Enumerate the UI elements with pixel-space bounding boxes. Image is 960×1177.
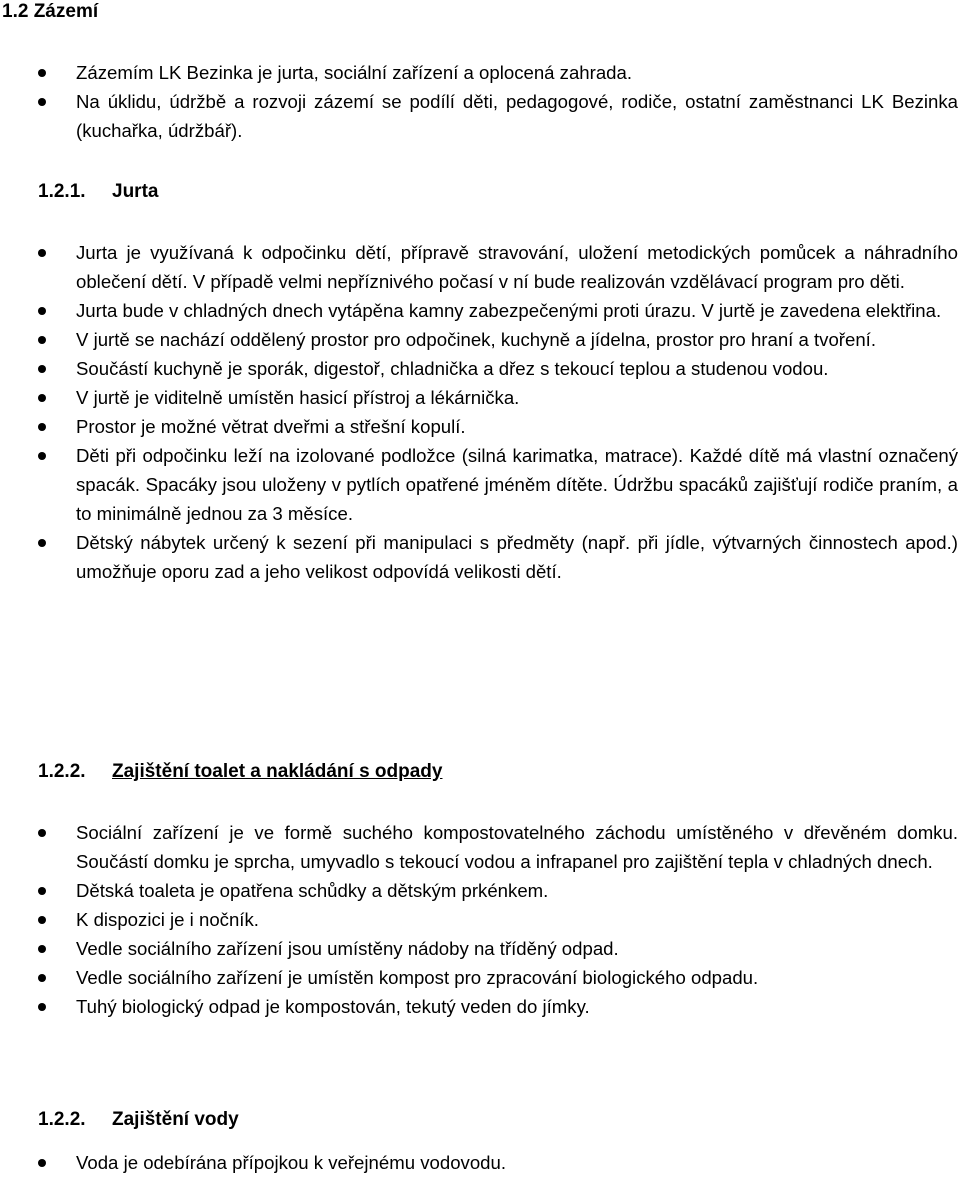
bullet-icon xyxy=(38,916,46,924)
subsection-number: 1.2.1. xyxy=(38,181,86,202)
bullet-icon xyxy=(38,365,46,373)
list-item: Prostor je možné větrat dveřmi a střešní kopulí. xyxy=(0,412,958,441)
list-item: Tuhý biologický odpad je kompostován, tekutý veden do jímky. xyxy=(0,992,958,1021)
bullet-icon xyxy=(38,1003,46,1011)
list-item: Děti při odpočinku leží na izolované podložce (silná karimatka, matrace). Každé dítě má vlastní označený spacák. Spacáky jsou uloženy v pytlích opatřené jméněm dítěte. Údržbu spacáků zajišťují rodiče praním, a to minimálně jednou za 3 měsíce. xyxy=(0,441,958,528)
subsection-title: Zajištění toalet a nakládání s odpady xyxy=(112,761,443,782)
section-title: Zázemí xyxy=(33,1,99,22)
bullet-icon xyxy=(38,829,46,837)
list-item: V jurtě je viditelně umístěn hasicí přístroj a lékárnička. xyxy=(0,383,958,412)
jurta-list xyxy=(0,238,958,586)
bullet-icon xyxy=(38,539,46,547)
section-number: 1.2 xyxy=(2,1,29,22)
subsection-heading-jurta xyxy=(38,180,158,204)
subsection-title: Zajištění vody xyxy=(112,1109,239,1130)
list-item: Zázemím LK Bezinka je jurta, sociální zařízení a oplocená zahrada. xyxy=(0,58,958,87)
list-item: Součástí kuchyně je sporák, digestoř, chladnička a dřez s tekoucí teplou a studenou vodou. xyxy=(0,354,958,383)
list-item: Dětský nábytek určený k sezení při manipulaci s předměty (např. při jídle, výtvarných činnostech apod.) umožňuje oporu zad a jeho velikost odpovídá velikosti dětí. xyxy=(0,528,958,586)
list-item: Dětská toaleta je opatřena schůdky a dětským prkénkem. xyxy=(0,876,958,905)
bullet-icon xyxy=(38,98,46,106)
section-heading-zazemi xyxy=(2,0,98,24)
subsection-title: Jurta xyxy=(112,181,159,202)
list-item: Jurta je využívaná k odpočinku dětí, přípravě stravování, uložení metodických pomůcek a náhradního oblečení dětí. V případě velmi nepříznivého počasí v ní bude realizován vzdělávací program pro děti. xyxy=(0,238,958,296)
bullet-icon xyxy=(38,307,46,315)
toalet-list xyxy=(0,818,958,1021)
bullet-icon xyxy=(38,423,46,431)
list-item: Jurta bude v chladných dnech vytápěna kamny zabezpečenými proti úrazu. V jurtě je zavedena elektřina. xyxy=(0,296,958,325)
subsection-number: 1.2.2. xyxy=(38,761,86,782)
subsection-number: 1.2.2. xyxy=(38,1109,86,1130)
bullet-icon xyxy=(38,974,46,982)
list-item: Voda je odebírána přípojkou k veřejnému vodovodu. xyxy=(0,1148,958,1177)
bullet-icon xyxy=(38,394,46,402)
list-item: Vedle sociálního zařízení je umístěn kompost pro zpracování biologického odpadu. xyxy=(0,963,958,992)
bullet-icon xyxy=(38,1159,46,1167)
bullet-icon xyxy=(38,452,46,460)
list-item: Vedle sociálního zařízení jsou umístěny nádoby na tříděný odpad. xyxy=(0,934,958,963)
zazemi-list xyxy=(0,58,958,145)
bullet-icon xyxy=(38,887,46,895)
bullet-icon xyxy=(38,69,46,77)
list-item: V jurtě se nachází oddělený prostor pro odpočinek, kuchyně a jídelna, prostor pro hraní a tvoření. xyxy=(0,325,958,354)
bullet-icon xyxy=(38,336,46,344)
subsection-heading-toalet xyxy=(38,760,442,784)
bullet-icon xyxy=(38,249,46,257)
list-item: K dispozici je i nočník. xyxy=(0,905,958,934)
list-item: Sociální zařízení je ve formě suchého kompostovatelného záchodu umístěného v dřevěném domku. Součástí domku je sprcha, umyvadlo s tekoucí vodou a infrapanel pro zajištění tepla v chladných dnech. xyxy=(0,818,958,876)
list-item: Na úklidu, údržbě a rozvoji zázemí se podílí děti, pedagogové, rodiče, ostatní zaměstnanci LK Bezinka (kuchařka, údržbář). xyxy=(0,87,958,145)
bullet-icon xyxy=(38,945,46,953)
subsection-heading-voda xyxy=(38,1108,239,1132)
voda-list xyxy=(0,1148,958,1177)
